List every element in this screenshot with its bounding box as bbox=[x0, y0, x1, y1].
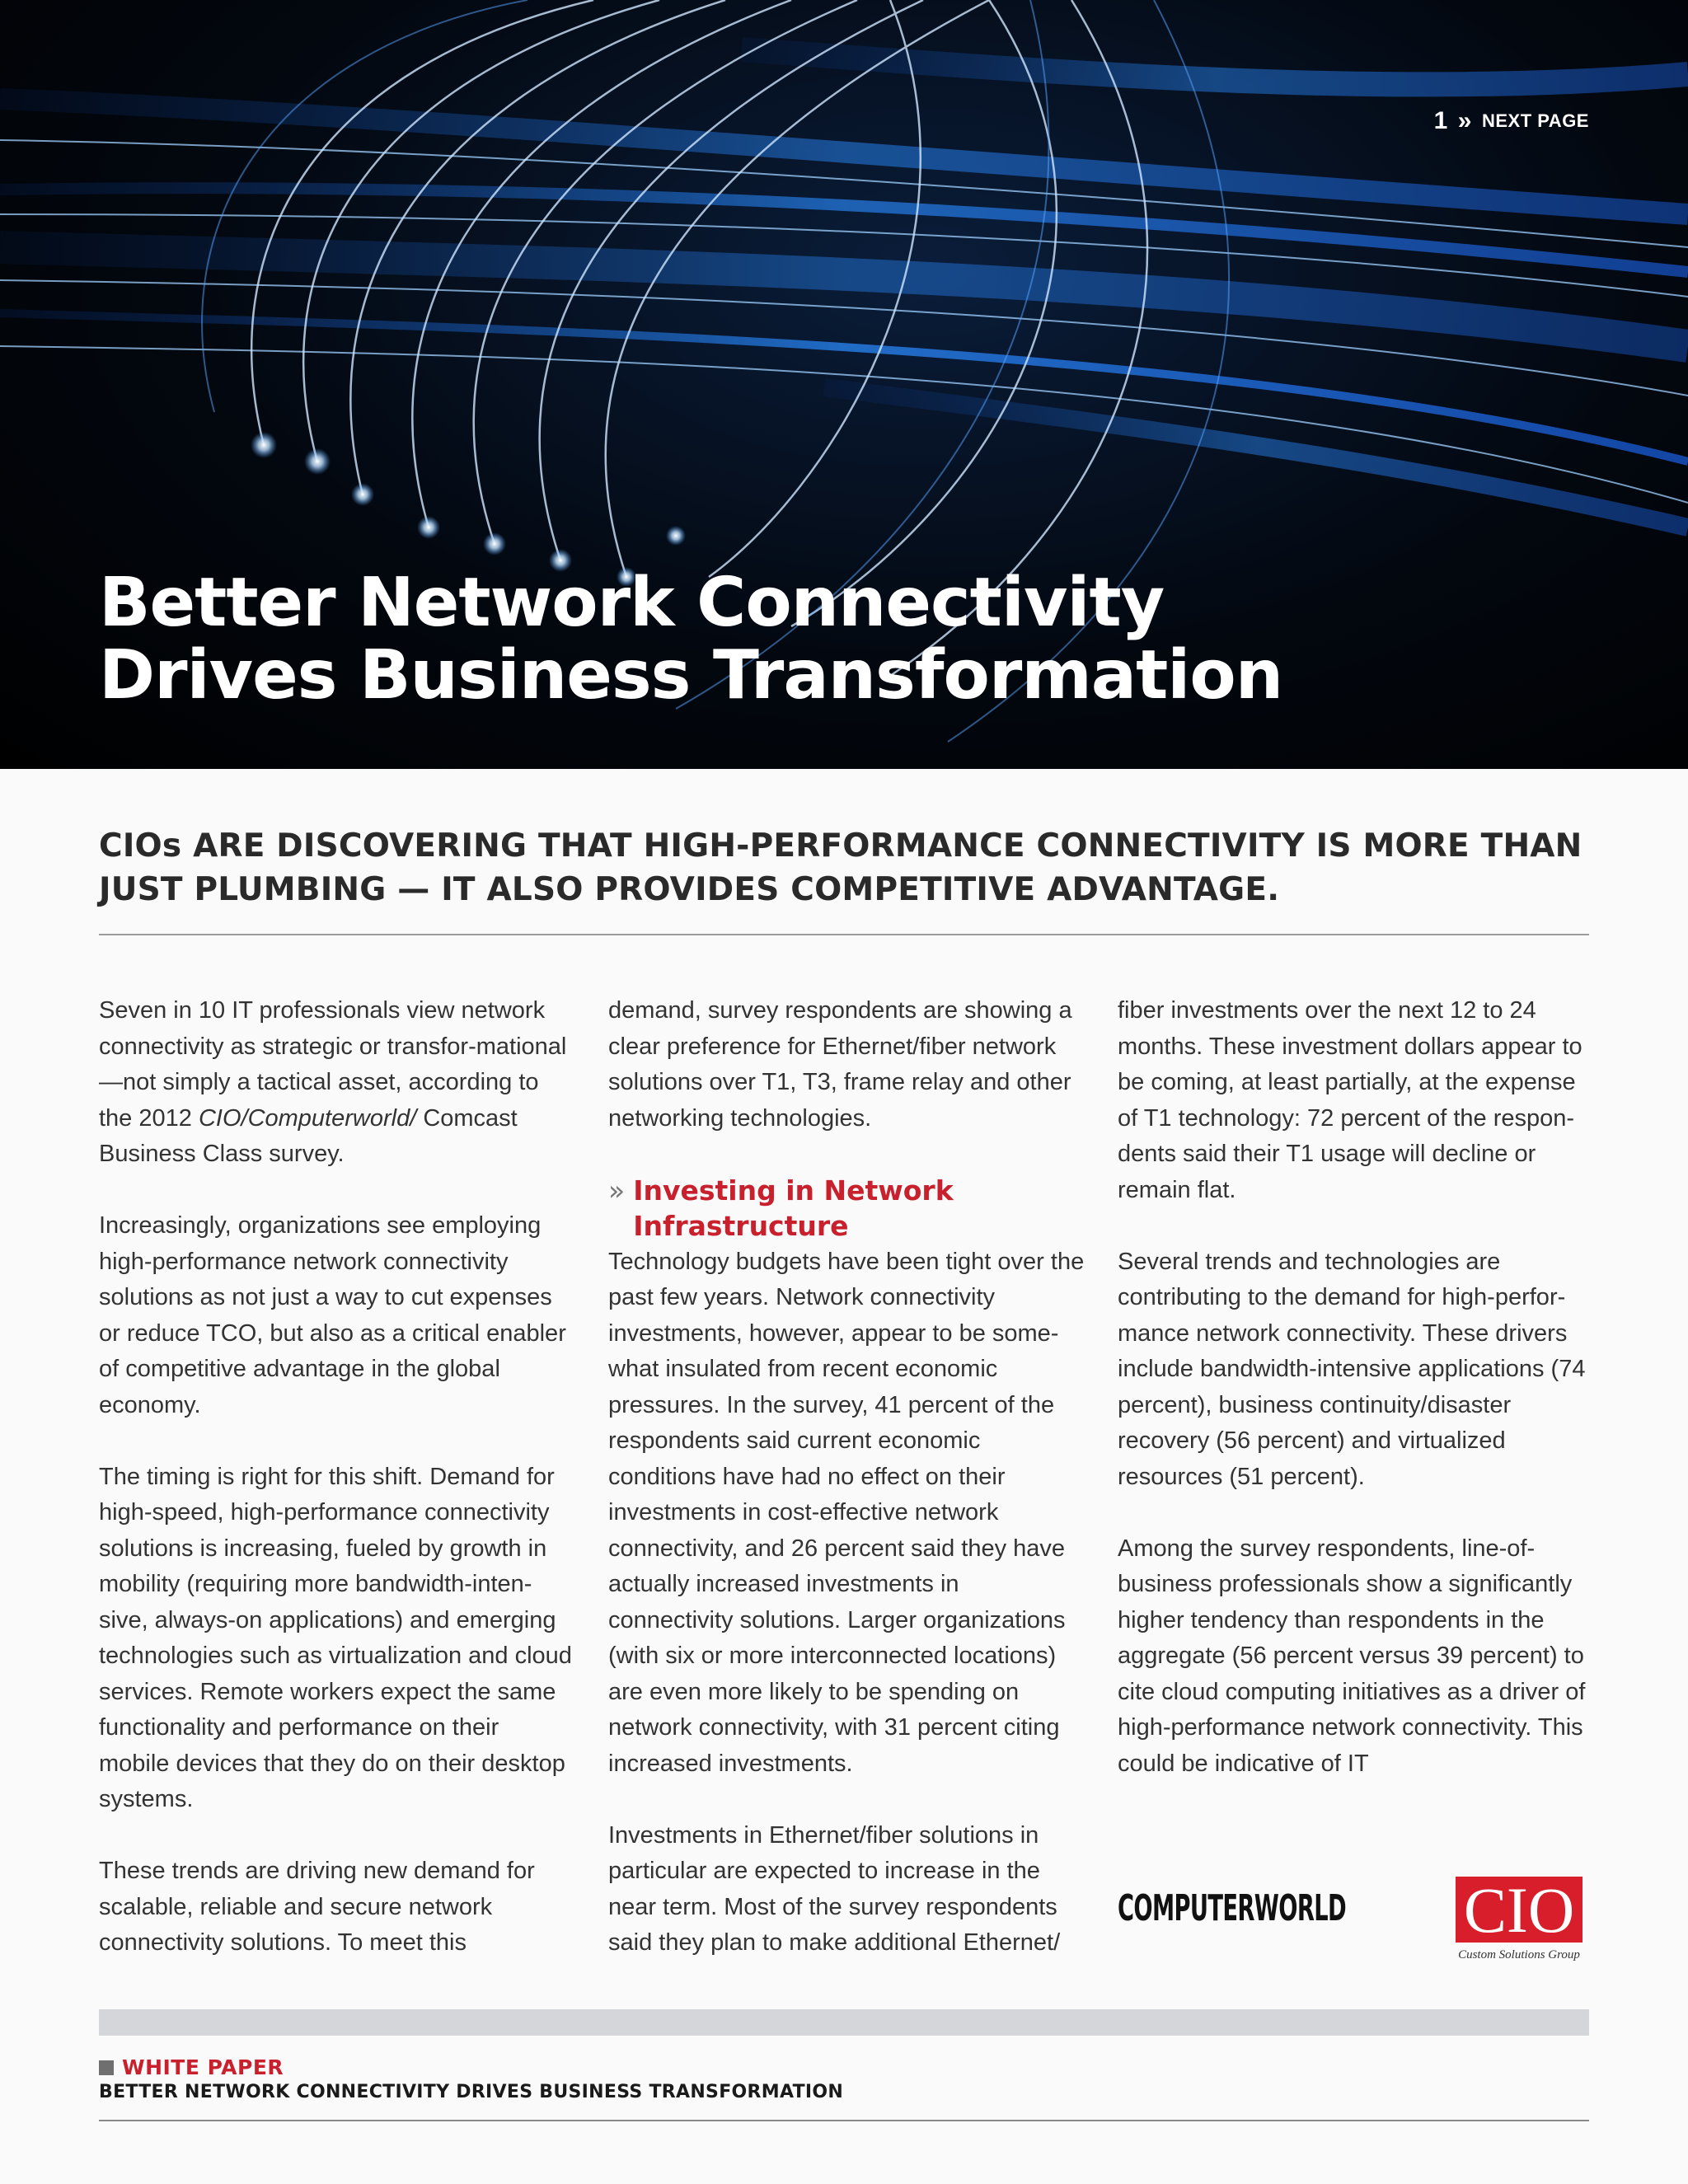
paragraph: Several trends and technologies are contributing to the demand for high-perfor-mance network connectivity. These drivers include bandwidth-intensive applications (74 percent), business continuity/disaster recovery (56 percent) and virtualized resources (51 percent). bbox=[1118, 1248, 1586, 1490]
section-heading bbox=[608, 1173, 1086, 1244]
page-title bbox=[99, 564, 1283, 715]
title-line-2: Drives Business Transformation bbox=[99, 636, 1283, 715]
computerworld-logo: COMPUTERWORLD bbox=[1118, 1887, 1347, 1929]
paragraph: Investments in Ethernet/fiber solutions in particular are expected to increase in the near term. Most of the survey respondents said they plan to make additional Ethernet/ bbox=[608, 1821, 1061, 1956]
section-marker-icon: » bbox=[608, 1174, 626, 1207]
body-column-3 bbox=[1118, 993, 1596, 1818]
paragraph: The timing is right for this shift. Demand for high-speed, high-performance connectivity solutions is increasing, fueled by growth in mobility (requiring more bandwidth-inten-sive, always-on applications) and emerging technologies such as virtualization and cloud services. Remote workers expect the same functionality and performance on their mobile devices that they do on their desktop systems. bbox=[99, 1463, 572, 1812]
next-page-label: NEXT PAGE bbox=[1481, 110, 1589, 131]
footer-divider bbox=[99, 2120, 1589, 2121]
paragraph: fiber investments over the next 12 to 24 months. These investment dollars appear to be coming, at least partially, at the expense of T1 technology: 72 percent of the respon-dents said their T1 usage will decline or remain flat. bbox=[1118, 997, 1582, 1203]
cio-logo: CIO bbox=[1456, 1877, 1582, 1943]
footer-title: BETTER NETWORK CONNECTIVITY DRIVES BUSINESS TRANSFORMATION bbox=[99, 2082, 844, 2102]
subheadline bbox=[99, 824, 1589, 912]
square-bullet-icon bbox=[99, 2060, 114, 2075]
body-column-1 bbox=[99, 993, 573, 1997]
hero-banner bbox=[0, 0, 1688, 769]
subhead-line-2: JUST PLUMBING — IT ALSO PROVIDES COMPETITIVE ADVANTAGE. bbox=[99, 871, 1280, 908]
next-page-link[interactable] bbox=[1434, 107, 1589, 135]
subhead-line-1: CIOs ARE DISCOVERING THAT HIGH-PERFORMANCE CONNECTIVITY IS MORE THAN bbox=[99, 827, 1582, 865]
divider bbox=[99, 934, 1589, 935]
paragraph: Among the survey respondents, line-of-business professionals show a significantly higher tendency than respondents in the aggregate (56 percent versus 39 percent) to cite cloud computing initiatives as a driver of high-performance network connectivity. This could be indicative of IT bbox=[1118, 1535, 1586, 1777]
footer-label-text: WHITE PAPER bbox=[122, 2055, 284, 2079]
paragraph: Increasingly, organizations see employing high-performance network connectivity solutions as not just a way to cut expenses or reduce TCO, but also as a critical enabler of competitive advantage in the global economy. bbox=[99, 1212, 566, 1418]
footer-band bbox=[99, 2009, 1589, 2036]
paragraph: These trends are driving new demand for scalable, reliable and secure network connectivity solutions. To meet this bbox=[99, 1858, 535, 1956]
cio-logo-subtitle: Custom Solutions Group bbox=[1458, 1948, 1580, 1961]
double-chevron-right-icon: » bbox=[1457, 107, 1472, 134]
paragraph: demand, survey respondents are showing a clear preference for Ethernet/fiber network solutions over T1, T3, frame relay and other networking technologies. bbox=[608, 997, 1072, 1132]
footer-label bbox=[99, 2055, 284, 2079]
paragraph: Technology budgets have been tight over the past few years. Network connectivity investments, however, appear to be some-what insulated from recent economic pressures. In the survey, 41 percent of the respondents said current economic conditions have had no effect on their investments in cost-effective network connectivity, and 26 percent said they have actually increased investments in connectivity solutions. Larger organizations (with six or more interconnected locations) are even more likely to be spending on network connectivity, with 31 percent citing increased investments. bbox=[608, 1248, 1085, 1777]
body-column-2 bbox=[608, 993, 1086, 1997]
title-line-1: Better Network Connectivity bbox=[99, 564, 1165, 642]
page-number: 1 bbox=[1433, 107, 1448, 134]
section-title: Investing in Network Infrastructure bbox=[633, 1174, 954, 1242]
paragraph: Seven in 10 IT professionals view network connectivity as strategic or transfor-mational—not simply a tactical asset, according to the 2012 CIO/Computerworld/ Comcast Business Class survey. bbox=[99, 997, 567, 1167]
